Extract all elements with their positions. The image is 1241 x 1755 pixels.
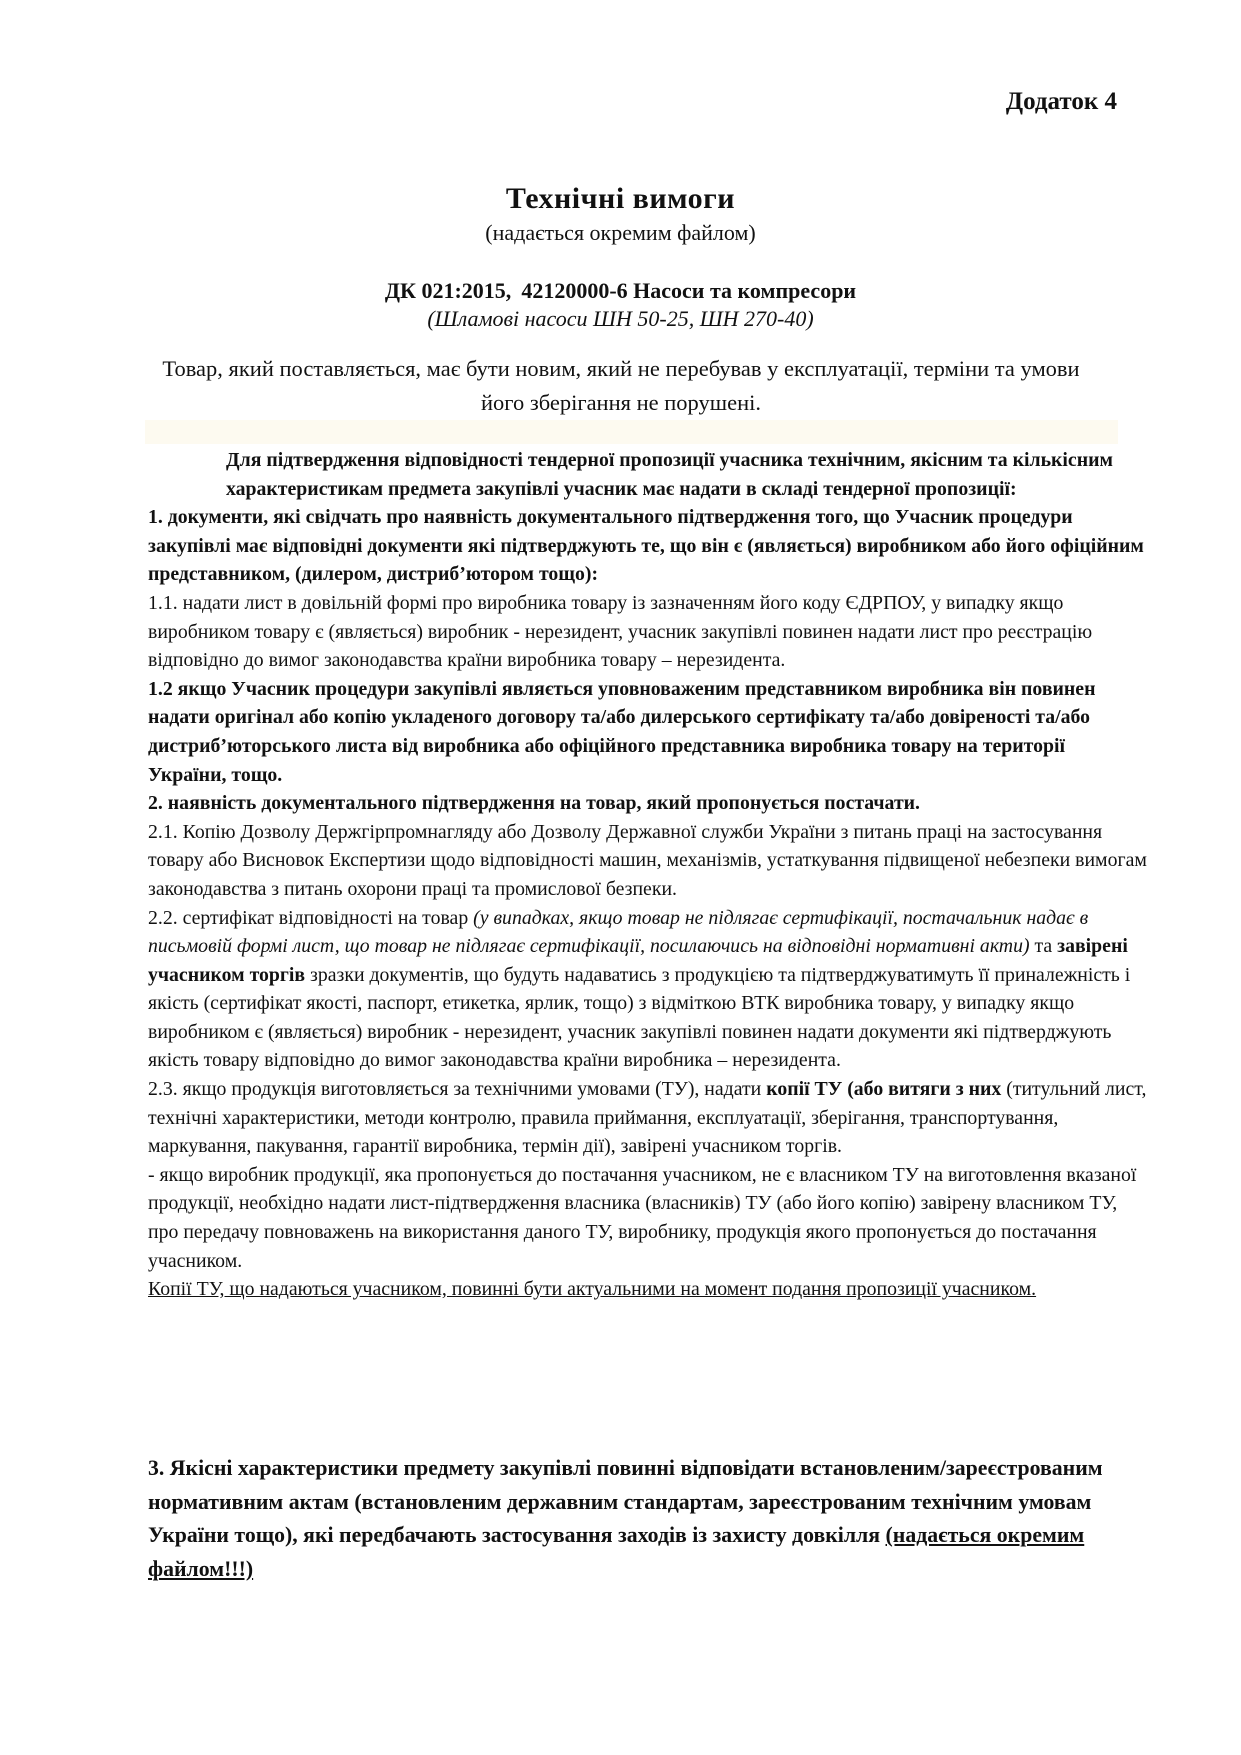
item-1-1: 1.1. надати лист в довільній формі про виробника товару із зазначенням його коду ЄДРПОУ, у випадку якщо виробником товару є (являється) виробник - нерезидент, учасник закупівлі повинен надати лист про реєстрацію відповідно до вимог законодавства країни виробника товару – нерезидента. xyxy=(148,591,1093,672)
section-3-paragraph xyxy=(148,1452,1128,1586)
item-2-3 xyxy=(148,1075,1148,1161)
item-1-2: 1.2 якщо Учасник процедури закупівлі являється уповноваженим представником виробника він повинен надати оригінал або копію укладеного договору та/або дилерського сертифікату та/або довіреності та/або дистриб’юторського листа від виробника або офіційного представника виробника товару на території України, тощо. xyxy=(148,677,1096,786)
separate-file-note: (надається окремим файлом!!!) xyxy=(148,1523,1085,1581)
item-2-2-certified: завірені учасником торгів xyxy=(148,935,1128,986)
page-title: Технічні вимоги xyxy=(505,182,736,215)
item-2-3-tu-copies: копії ТУ (або витяги з них xyxy=(766,1078,1002,1101)
section-3 xyxy=(148,1452,1128,1586)
section-3-text: 3. Якісні характеристики предмету закупівлі повинні відповідати встановленим/зареєстрованим нормативним актам (встановленим державним стандартам, зареєстрованим технічним умовам України тощо), які передбачають застосування заходів із захисту довкілля xyxy=(148,1456,1103,1547)
cpv-code: 42120000-6 Насоси та компресори xyxy=(521,278,857,303)
tu-copies-note: Копії ТУ, що надаються учасником, повинні бути актуальними на момент подання пропозиції учасником. xyxy=(148,1278,1037,1301)
classification-code-line xyxy=(0,278,1241,304)
item-2-2 xyxy=(148,904,1148,1076)
goods-condition-note: Товар, який поставляється, має бути новим, який не перебував у експлуатації, терміни та умови його зберігання не порушені. xyxy=(162,356,1080,415)
item-2-2-exception: (у випадках, якщо товар не підлягає сертифікації, постачальник надає в письмовій формі лист, що товар не підлягає сертифікації, посилаючись на відповідні нормативні акти) xyxy=(148,906,1089,958)
requirements-body xyxy=(148,446,1148,1304)
item-2-1: 2.1. Копію Дозволу Держгірпромнагляду або Дозволу Державної служби України з питань праці на застосування товару або Висновок Експертизи щодо відповідності машин, механізмів, устаткування підвищеної небезпеки вимогам законодавства з питань охорони праці та промислової безпеки. xyxy=(148,820,1147,900)
page-subtitle: (надається окремим файлом) xyxy=(485,220,756,245)
item-2-3-lead: 2.3. якщо продукція виготовляється за технічними умовами (ТУ), надати xyxy=(148,1078,767,1101)
dk-code: ДК 021:2015, xyxy=(384,278,512,303)
appendix-label: Додаток 4 xyxy=(1005,88,1117,115)
tu-owner-note: - якщо виробник продукції, яка пропонується до постачання учасником, не є власником ТУ на виготовлення вказаної продукції, необхідно надати лист-підтвердження власника (власників) ТУ (або його копію) завірену власником ТУ, про передачу повноважень на використання даного ТУ, виробнику, продукція якого пропонується до постачання учасником. xyxy=(148,1163,1137,1272)
item-2-2-lead: 2.2. сертифікат відповідності на товар xyxy=(148,906,474,929)
item-1: 1. документи, які свідчать про наявність документального підтвердження того, що Учасник процедури закупівлі має відповідні документи які підтверджують те, що він є (являється) виробником або його офіційним представником, (дилером, дистриб’ютором тощо): xyxy=(148,506,1144,586)
item-2-2-and: та xyxy=(1029,935,1058,958)
intro-paragraph: Для підтвердження відповідності тендерної пропозиції учасника технічним, якісним та кількісним характеристикам предмета закупівлі учасник має надати в складі тендерної пропозиції: xyxy=(226,449,1113,500)
item-2-3-rest: (титульний лист, технічні характеристики, методи контролю, правила приймання, експлуатації, зберігання, транспортування, маркування, пакування, гарантії виробника, термін дії), завірені учасником торгів. xyxy=(148,1078,1147,1158)
pump-models: (Шламові насоси ШН 50-25, ШН 270-40) xyxy=(427,306,814,331)
item-2-2-rest: зразки документів, що будуть надаватись з продукцією та підтверджуватимуть її приналежність і якість (сертифікат якості, паспорт, етикетка, ярлик, тощо) з відміткою ВТК виробника товару, у випадку якщо виробником є (являється) виробник - нерезидент, учасник закупівлі повинен надати документи які підтверджують якість товару відповідно до вимог законодавства країни виробника – нерезидента. xyxy=(148,963,1131,1072)
shaded-band xyxy=(145,420,1118,444)
item-2: 2. наявність документального підтвердження на товар, який пропонується постачати. xyxy=(148,792,920,815)
